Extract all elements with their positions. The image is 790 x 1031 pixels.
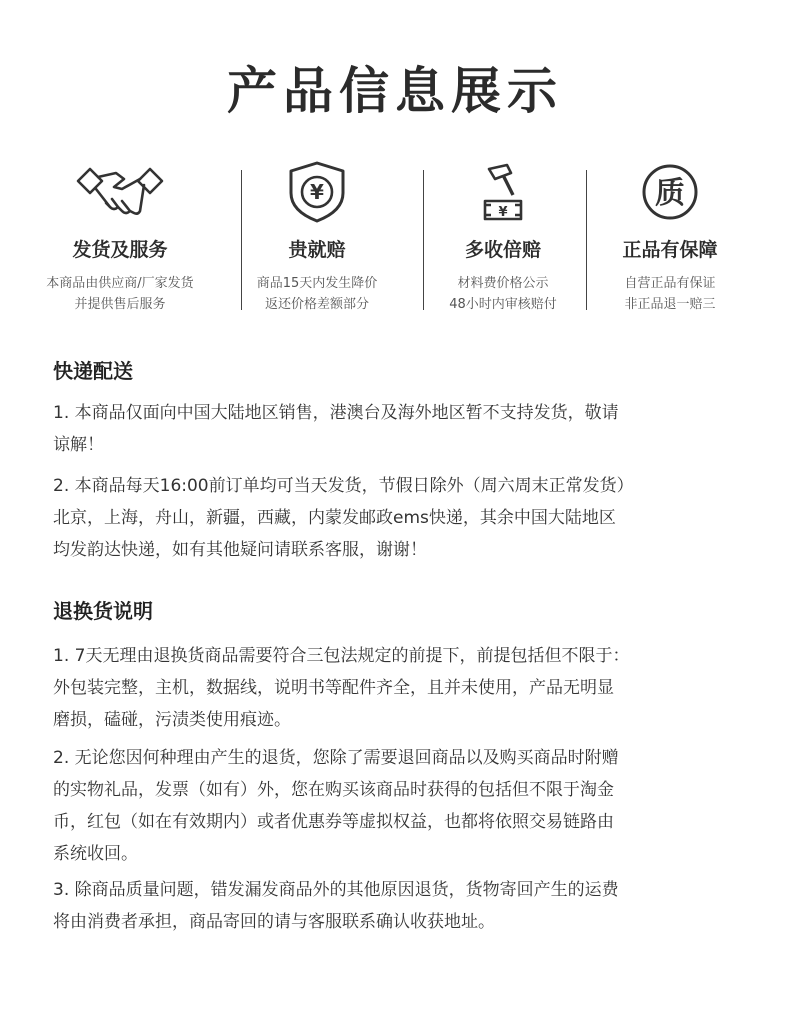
svg-text:¥: ¥ xyxy=(310,180,324,204)
section-title-shipping: 快递配送 xyxy=(53,359,133,383)
svg-text:¥: ¥ xyxy=(498,205,508,220)
features-row xyxy=(0,155,790,315)
returns-paragraph: 2. 无论您因何种理由产生的退货，您除了需要退回商品以及购买商品时附赠 的实物礼品，发票（如有）外，您在购买该商品时获得的包括但不限于淘金 币，红包（如在有效期内）或者优惠券等虚拟权益，也都将依照交易链路由 系统收回。 xyxy=(53,748,619,864)
feature-description: 材料费价格公示 48小时内审核赔付 xyxy=(449,276,557,312)
returns-paragraph: 3. 除商品质量问题，错发漏发商品外的其他原因退货，货物寄回产生的运费 将由消费者承担，商品寄回的请与客服联系确认收获地址。 xyxy=(53,880,619,932)
feature-description: 商品15天内发生降价 返还价格差额部分 xyxy=(256,276,378,312)
feature-description: 自营正品有保证 非正品退一赔三 xyxy=(624,276,716,312)
feature-title: 正品有保障 xyxy=(622,239,718,261)
svg-text:质: 质 xyxy=(655,176,685,211)
feature-title: 贵就赔 xyxy=(288,239,346,261)
divider xyxy=(586,170,587,310)
feature-description: 本商品由供应商/厂家发货 并提供售后服务 xyxy=(46,276,194,312)
feature-price-protection xyxy=(219,155,415,315)
feature-title: 多收倍赔 xyxy=(464,239,541,261)
quality-badge-icon xyxy=(622,155,718,227)
section-title-returns: 退换货说明 xyxy=(53,599,153,623)
feature-title: 发货及服务 xyxy=(72,239,168,261)
shield-yen-icon xyxy=(269,155,365,227)
handshake-icon xyxy=(72,155,168,227)
returns-paragraph: 1. 7天无理由退换货商品需要符合三包法规定的前提下，前提包括但不限于： 外包装完整，主机，数据线，说明书等配件齐全，且并未使用，产品无明显 磨损，磕碰，污渍类使用痕迹。 xyxy=(53,646,630,730)
feature-genuine-guarantee xyxy=(572,155,768,315)
shipping-paragraph: 1. 本商品仅面向中国大陆地区销售，港澳台及海外地区暂不支持发货，敬请 谅解！ xyxy=(53,403,619,455)
hammer-money-icon xyxy=(455,155,551,227)
divider xyxy=(423,170,424,310)
divider xyxy=(241,170,242,310)
feature-shipping-service xyxy=(22,155,218,315)
shipping-paragraph: 2. 本商品每天16:00前订单均可当天发货，节假日除外（周六周末正常发货） 北京，上海，舟山，新疆，西藏，内蒙发邮政ems快递，其余中国大陆地区 均发韵达快递，如有其他疑问请联系客服，谢谢！ xyxy=(53,476,634,560)
page-title: 产品信息展示 xyxy=(227,62,563,120)
